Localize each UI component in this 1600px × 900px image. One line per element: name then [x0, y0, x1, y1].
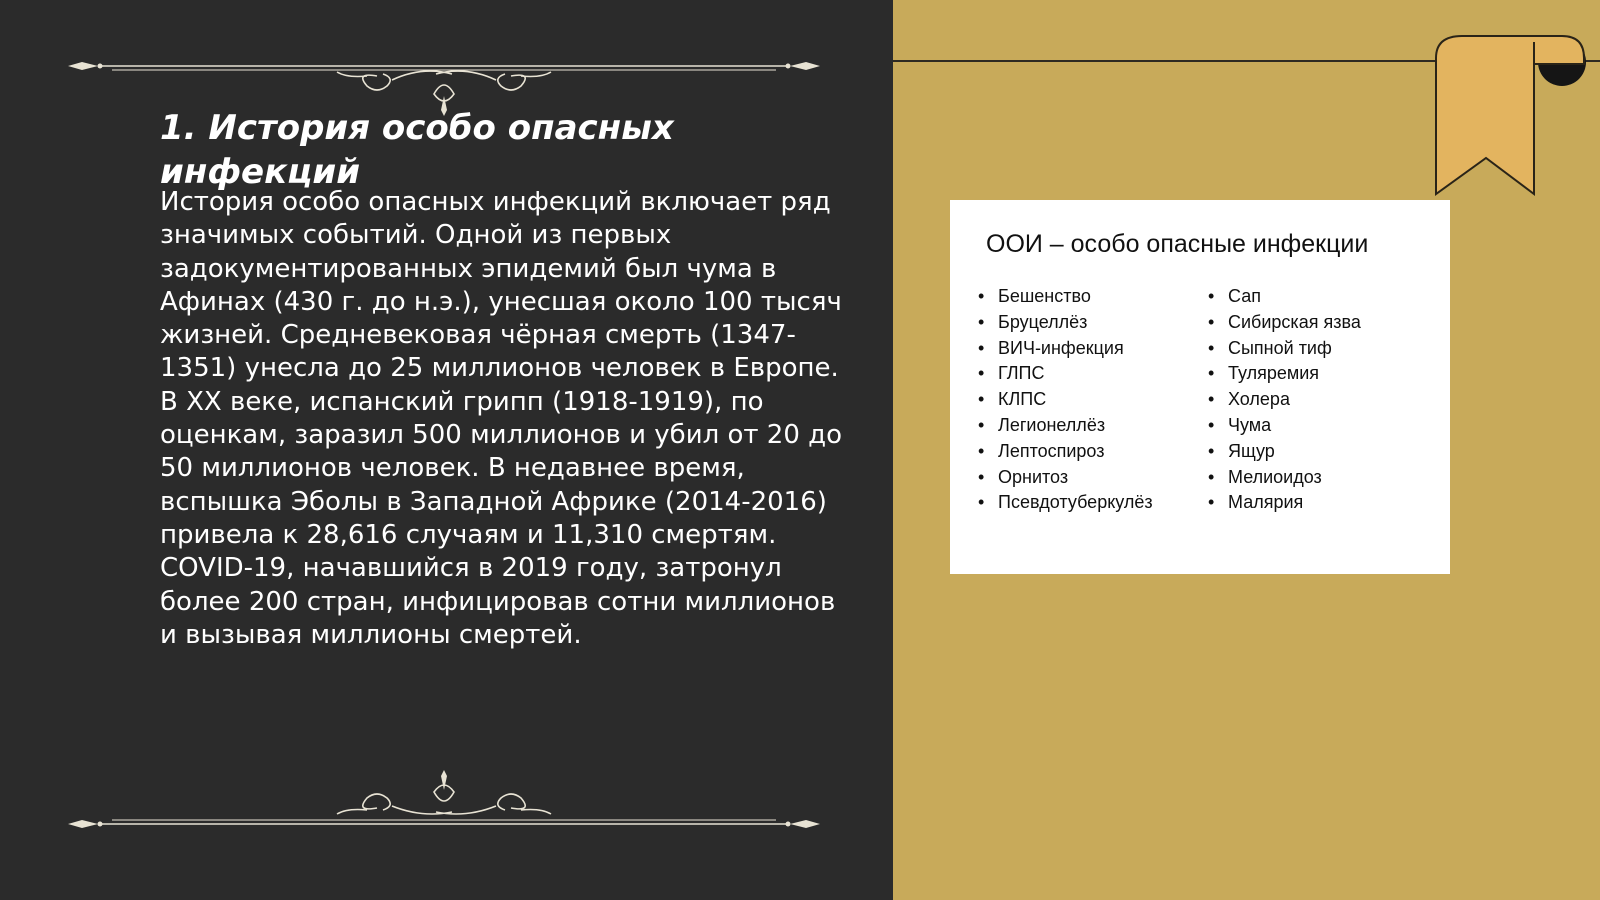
list-item: • ГЛПС — [978, 361, 1153, 387]
list-item: • Псевдотуберкулёз — [978, 490, 1153, 516]
list-item: • Бруцеллёз — [978, 310, 1153, 336]
bottom-ornament-icon — [62, 768, 826, 838]
list-item: • Мелиоидоз — [1208, 465, 1361, 491]
page-title: 1. История особо опасных инфекций — [160, 108, 674, 192]
list-item: • КЛПС — [978, 387, 1153, 413]
infections-list-left — [978, 284, 1153, 516]
list-item: • Бешенство — [978, 284, 1153, 310]
list-item: • Легионеллёз — [978, 413, 1153, 439]
list-item: • Орнитоз — [978, 465, 1153, 491]
infections-card — [950, 200, 1450, 574]
bookmark-ribbon-icon — [1434, 34, 1590, 204]
list-item: • Малярия — [1208, 490, 1361, 516]
list-item: • Лептоспироз — [978, 439, 1153, 465]
card-title: ООИ – особо опасные инфекции — [986, 230, 1369, 258]
list-item: • Сыпной тиф — [1208, 336, 1361, 362]
list-item: • Сибирская язва — [1208, 310, 1361, 336]
list-item: • ВИЧ-инфекция — [978, 336, 1153, 362]
list-item: • Холера — [1208, 387, 1361, 413]
history-paragraph: История особо опасных инфекций включает ряд значимых событий. Одной из первых задокументированных эпидемий был чума в Афинах (430 г. до н.э.), унесшая около 100 тысяч жизней. Средневековая чёрная смерть (1347-1351) унесла до 25 миллионов человек в Европе. В XX веке, испанский грипп (1918-1919), по оценкам, заразил 500 миллионов и убил от 20 до 50 миллионов человек. В недавнее время, вспышка Эболы в Западной Африке (2014-2016) привела к 28,616 случаям и 11,310 смертям. COVID-19, начавшийся в 2019 году, затронул более 200 стран, инфицировав сотни миллионов и вызывая миллионы смертей. — [160, 187, 843, 650]
list-item: • Ящур — [1208, 439, 1361, 465]
infections-list-right — [1208, 284, 1361, 516]
list-item: • Сап — [1208, 284, 1361, 310]
list-item: • Туляремия — [1208, 361, 1361, 387]
list-item: • Чума — [1208, 413, 1361, 439]
